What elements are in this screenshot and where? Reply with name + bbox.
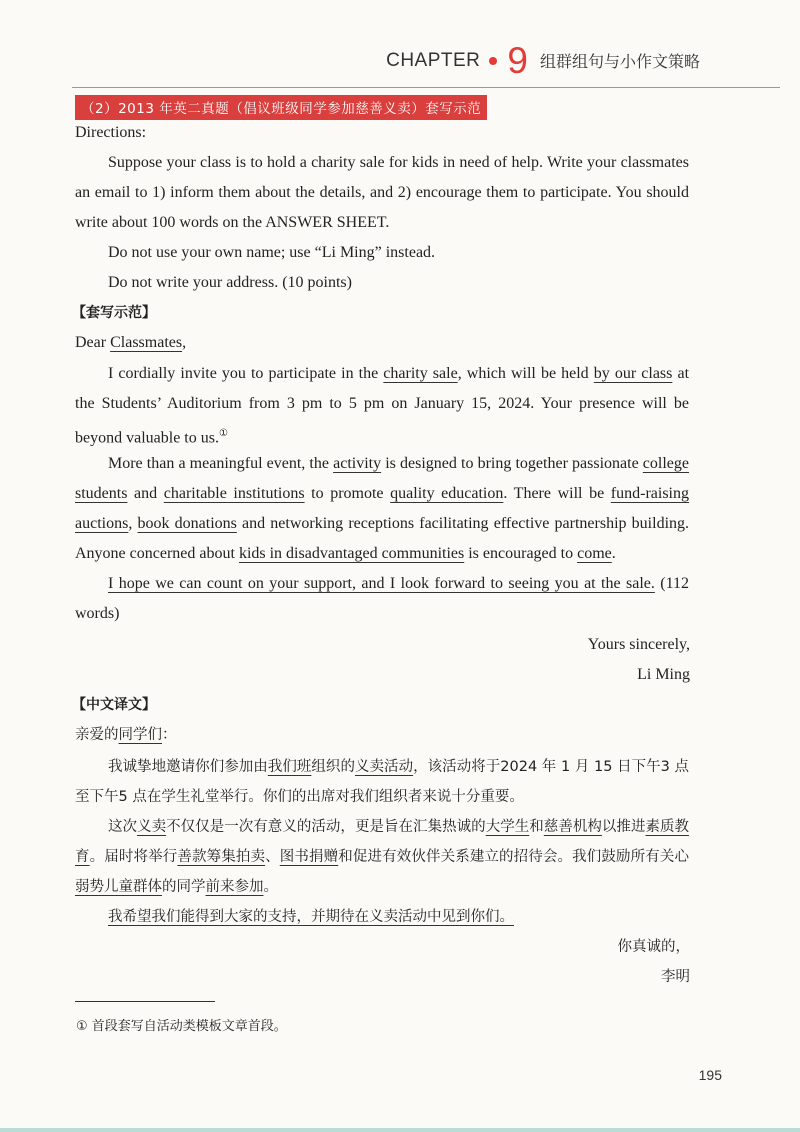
chapter-title: 组群组句与小作文策略 — [539, 54, 700, 71]
underlined-phrase: come — [577, 545, 612, 562]
underlined-phrase: quality education — [390, 485, 504, 502]
bottom-strip — [0, 1128, 800, 1132]
greeting-prefix: Dear — [75, 334, 111, 351]
underlined-phrase: activity — [333, 455, 382, 472]
footnote-marker: ① — [218, 428, 228, 439]
underlined-phrase: I hope we can count on your support, and I look forward to seeing you at the sale. — [108, 575, 655, 592]
text-span: 。届时将举行 — [89, 849, 178, 865]
underlined-phrase: 大学生 — [485, 819, 530, 835]
underlined-phrase: 义卖活动 — [355, 759, 414, 775]
text-span: and — [127, 485, 164, 502]
text-span: 和 — [529, 819, 544, 835]
underlined-phrase: 我希望我们能得到大家的支持，并期待在义卖活动中见到你们。 — [108, 909, 514, 925]
underlined-phrase: 善款筹集拍卖 — [177, 849, 266, 865]
text-span: 和促进有效伙伴关系建立的招待会。我们鼓励所有关心 — [338, 849, 690, 865]
text-span: ，该活动将于2024 年 1 月 15 日下午3 点至下午5 点在学生礼堂举行。你们的出席对我们组织者来说十分重要。 — [75, 759, 690, 805]
text-span: and networking receptions facilitating effective partnership building. Anyone concerned about — [75, 515, 690, 562]
text-span: is encouraged to — [464, 545, 578, 562]
text-span: 的同学 — [162, 879, 206, 895]
greeting-name: 同学们 — [118, 727, 162, 743]
sample-paragraph-3 — [75, 569, 689, 629]
text-span: 不仅仅是一次有意义的活动，更是旨在汇集热诚的 — [166, 819, 486, 835]
greeting-prefix: 亲爱的 — [75, 727, 119, 743]
directions-paragraph-2: Do not use your own name; use “Li Ming” instead. — [108, 244, 436, 261]
underlined-phrase: 图书捐赠 — [279, 849, 339, 865]
text-span: , which will be held — [457, 365, 594, 382]
translation-signature: 李明 — [661, 969, 690, 985]
translation-closing: 你真诚的， — [617, 939, 690, 955]
chapter-header — [386, 42, 700, 79]
chapter-dot-icon — [489, 57, 497, 65]
page-number: 195 — [698, 1067, 722, 1083]
text-span: 这次 — [108, 819, 138, 835]
text-span: I cordially invite you to participate in the — [108, 365, 384, 382]
translation-paragraph-1 — [75, 752, 689, 812]
translation-heading: 【中文译文】 — [72, 697, 156, 713]
translation-greeting — [75, 720, 689, 750]
directions-paragraph-1: Suppose your class is to hold a charity sale for kids in need of help. Write your classmates an email to 1) inform them about the details, and 2) encourage them to participate. You should write about 100 words on the ANSWER SHEET. — [75, 154, 689, 231]
underlined-phrase: 弱势儿童群体 — [75, 879, 162, 895]
underlined-phrase: 前来参加 — [205, 879, 264, 895]
text-span: 组织的 — [311, 759, 355, 775]
underlined-phrase: kids in disadvantaged communities — [238, 545, 465, 562]
text-span: to promote — [304, 485, 391, 502]
text-span: (112 words) — [75, 575, 690, 622]
underlined-phrase: 慈善机构 — [543, 819, 602, 835]
underlined-phrase: charitable institutions — [163, 485, 305, 502]
sample-paragraph-2 — [75, 449, 689, 569]
sample-heading: 【套写示范】 — [72, 305, 156, 321]
text-span: . There will be — [503, 485, 611, 502]
text-span: , — [128, 515, 138, 532]
underlined-phrase: 素质教育 — [75, 819, 690, 865]
underlined-phrase: fund-raising auctions — [75, 485, 689, 532]
chapter-label: CHAPTER — [386, 49, 481, 71]
underlined-phrase: college students — [75, 455, 689, 502]
chapter-number: 9 — [507, 40, 528, 81]
sample-closing: Yours sincerely, — [587, 636, 690, 653]
text-span: at the Students’ Auditorium from 3 pm to 5 pm on January 15, 2024. Your presence will be beyond valuable to us. — [75, 365, 690, 447]
greeting-suffix: , — [182, 334, 187, 351]
underlined-phrase: 义卖 — [137, 819, 167, 835]
directions-label: Directions: — [75, 124, 147, 141]
section-banner: （2）2013 年英二真题（倡议班级同学参加慈善义卖）套写示范 — [75, 95, 487, 120]
greeting-name: Classmates — [110, 334, 183, 351]
text-span: is designed to bring together passionate — [381, 455, 643, 472]
text-span: More than a meaningful event, the — [108, 455, 334, 472]
footnote-divider — [75, 1001, 215, 1002]
sample-signature: Li Ming — [637, 666, 690, 683]
sample-paragraph-1 — [75, 359, 689, 453]
translation-paragraph-3 — [75, 902, 689, 932]
text-span: . — [611, 545, 616, 562]
underlined-phrase: charity sale — [383, 365, 458, 382]
directions-paragraph-3: Do not write your address. (10 points) — [108, 274, 352, 291]
text-span: 、 — [265, 849, 280, 865]
header-divider — [72, 87, 780, 88]
text-span: 以推进 — [601, 819, 646, 835]
sample-greeting — [75, 328, 689, 358]
text-span: 。 — [263, 879, 278, 895]
underlined-phrase: book donations — [137, 515, 237, 532]
translation-paragraph-2 — [75, 812, 689, 902]
underlined-phrase: by our class — [593, 365, 673, 382]
text-span: 我诚挚地邀请你们参加由 — [108, 759, 268, 775]
footnote: ① 首段套写自活动类模板文章首段。 — [76, 1019, 287, 1034]
underlined-phrase: 我们班 — [267, 759, 312, 775]
greeting-suffix: ： — [162, 727, 177, 743]
